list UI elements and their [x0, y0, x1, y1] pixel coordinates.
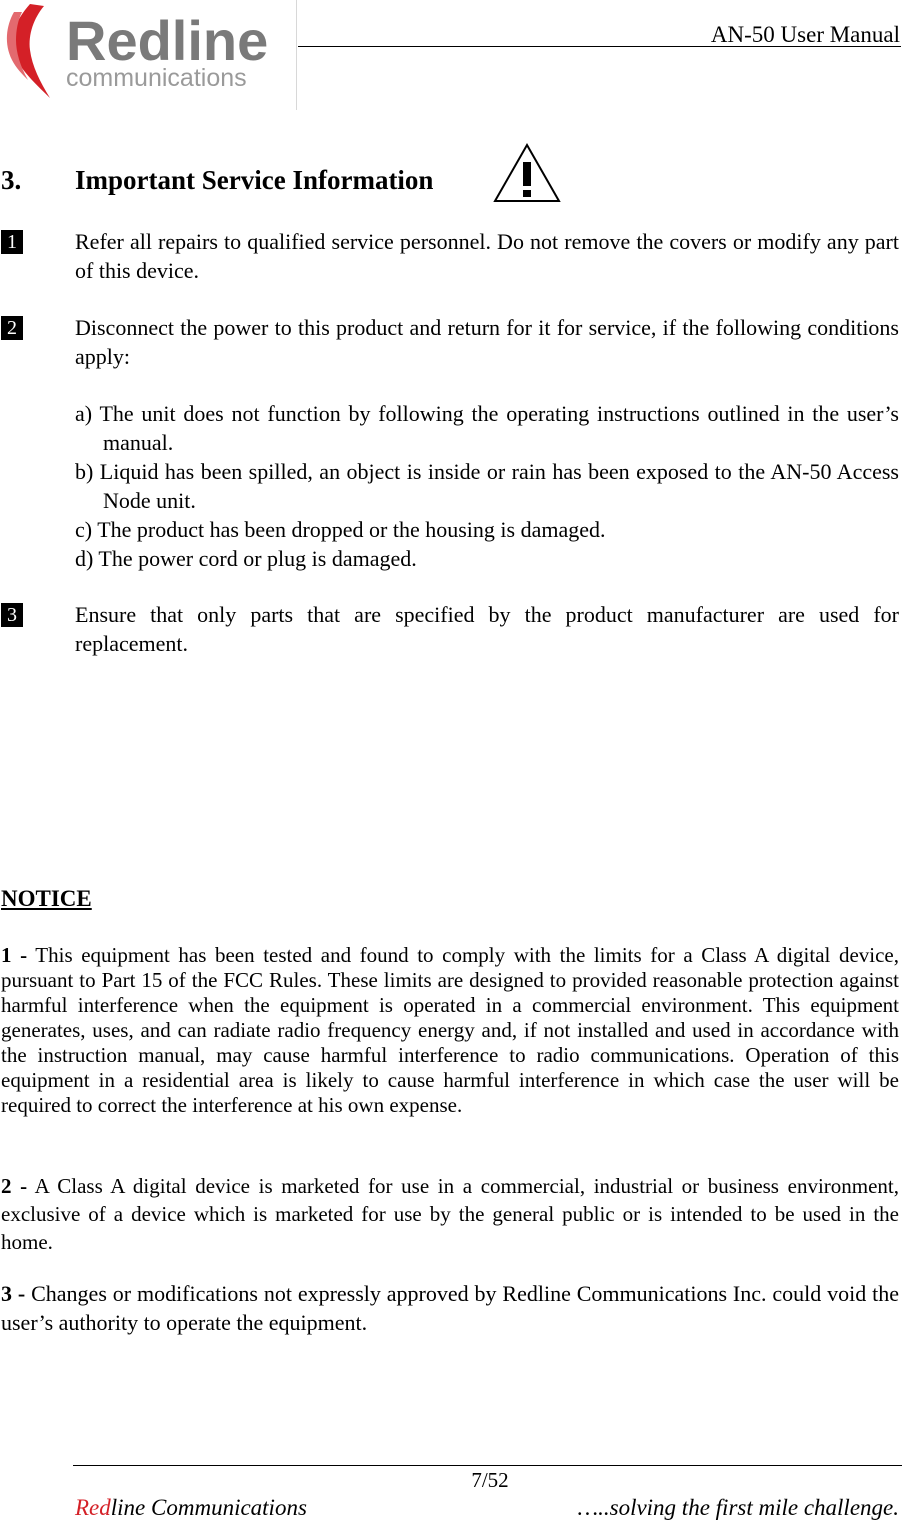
item-text: Refer all repairs to qualified service personnel. Do not remove the covers or modify any part of this device.	[75, 229, 899, 283]
notice-label: 3 -	[1, 1281, 26, 1306]
notice-label: 2 -	[1, 1174, 28, 1198]
list-item: d) The power cord or plug is damaged.	[75, 546, 417, 571]
list-item: c) The product has been dropped or the housing is damaged.	[75, 517, 606, 542]
item-number-badge: 3	[1, 603, 23, 627]
conditions-list	[75, 399, 899, 573]
footer-rule	[73, 1465, 902, 1466]
footer-company-red: Red	[75, 1495, 111, 1520]
notice-text: Changes or modifications not expressly approved by Redline Communications Inc. could void the user’s authority to operate the equipment.	[1, 1281, 900, 1335]
notice-heading: NOTICE	[1, 886, 92, 911]
item-number-badge: 2	[1, 316, 23, 340]
notice-paragraph	[1, 1279, 899, 1337]
logo-subtitle: communications	[66, 64, 247, 92]
section-title: Important Service Information	[75, 165, 434, 195]
item-number-badge: 1	[1, 230, 23, 254]
footer-tagline: …..solving the first mile challenge.	[577, 1495, 899, 1520]
list-item: a) The unit does not function by following the operating instructions outlined in the user’s manual.	[75, 401, 899, 455]
notice-label: 1 -	[1, 943, 28, 967]
redline-logo	[0, 0, 298, 110]
manual-title: AN-50 User Manual	[710, 22, 900, 47]
warning-triangle-icon	[492, 142, 562, 204]
section-number: 3.	[1, 165, 22, 195]
list-item: b) Liquid has been spilled, an object is inside or rain has been exposed to the AN-50 Access Node unit.	[75, 459, 899, 513]
header-divider	[296, 0, 297, 110]
item-text: Ensure that only parts that are specified by the product manufacturer are used for replacement.	[75, 602, 899, 656]
footer-company	[75, 1495, 307, 1521]
notice-paragraph	[1, 943, 899, 1118]
notice-paragraph	[1, 1172, 899, 1256]
notice-text: A Class A digital device is marketed for use in a commercial, industrial or business environment, exclusive of a device which is marketed for use by the general public or is intended to be used in the home.	[1, 1174, 900, 1254]
notice-text: This equipment has been tested and found to comply with the limits for a Class A digital device, pursuant to Part 15 of the FCC Rules. These limits are designed to provided reasonable protection against harmful interference when the equipment is operated in a commercial environment. This equipment generates, uses, and can radiate radio frequency energy and, if not installed and used in accordance with the instruction manual, may cause harmful interference to radio communications. Operation of this equipment in a residential area is likely to cause harmful interference in which case the user will be required to correct the interference at his own expense.	[1, 943, 900, 1117]
footer-company-rest: line Communications	[110, 1495, 307, 1520]
item-text: Disconnect the power to this product and return for it for service, if the following conditions apply:	[75, 315, 899, 369]
logo-wordmark: Redline	[66, 9, 269, 72]
page-number: 7/52	[471, 1468, 509, 1492]
